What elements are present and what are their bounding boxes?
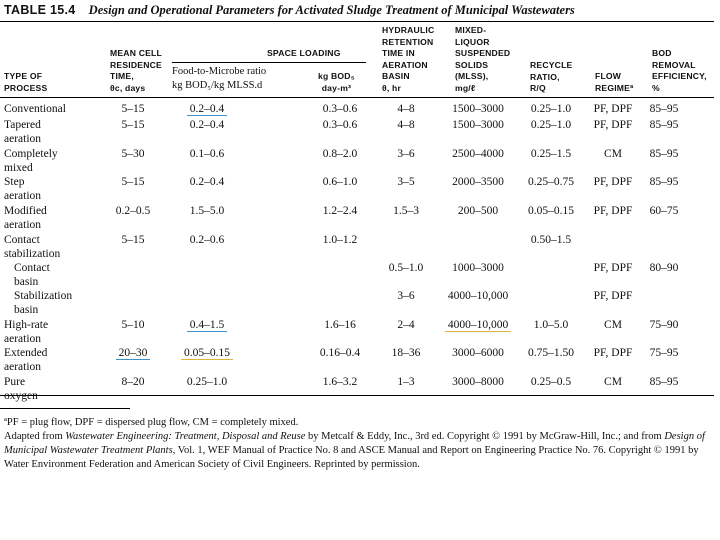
cell-flow: PF, DPF <box>593 290 633 302</box>
table-title <box>4 3 716 18</box>
cell-fm: 0.2–0.4 <box>189 176 225 188</box>
cell-mlss: 3000–8000 <box>452 376 504 388</box>
cell-bod: 85–95 <box>649 148 679 160</box>
row-label: High-rate aeration <box>4 319 49 345</box>
cell-mlss: 1000–3000 <box>452 262 504 274</box>
cell-mcrt: 5–15 <box>121 234 145 246</box>
header-flow-regime: FLOW REGIMEª <box>595 71 634 93</box>
cell-mlss: 200–500 <box>457 205 499 217</box>
cell-fm: 0.1–0.6 <box>189 148 225 160</box>
footnote-rule <box>0 408 130 409</box>
fm-ratio-annotation <box>172 65 266 93</box>
cell-fm: 1.5–5.0 <box>189 205 225 217</box>
highlight-underline <box>187 115 228 116</box>
cell-recycle: 0.05–0.15 <box>528 205 574 217</box>
header-hrt: HYDRAULIC RETENTION TIME IN AERATION BASIN θ, hr <box>382 25 435 93</box>
cell-flow: PF, DPF <box>593 205 633 217</box>
cell-mcrt: 5–15 <box>121 103 145 115</box>
footnote-abbreviations: ªPF = plug flow, DPF = dispersed plug flow, CM = completely mixed. <box>4 417 299 428</box>
row-label: Contact basin <box>14 262 50 288</box>
cell-flow: CM <box>604 319 622 331</box>
cell-flow: CM <box>604 148 622 160</box>
cell-hrt: 0.5–1.0 <box>388 262 424 274</box>
cell-fm: 0.2–0.6 <box>189 234 225 246</box>
row-label: Conventional <box>4 103 66 115</box>
cell-mcrt: 8–20 <box>121 376 145 388</box>
cell-vol: 0.8–2.0 <box>322 148 358 160</box>
cell-bod: 80–90 <box>649 262 679 274</box>
cell-vol: 1.2–2.4 <box>322 205 358 217</box>
cell-hrt: 2–4 <box>397 319 415 331</box>
cell-mlss: 2500–4000 <box>452 148 504 160</box>
row-label: Pure oxygen <box>4 376 38 402</box>
header-bod-removal: BOD REMOVAL EFFICIENCY, % <box>652 48 707 93</box>
cell-bod: 85–95 <box>649 176 679 188</box>
header-recycle: RECYCLE RATIO, R/Q <box>530 60 573 93</box>
cell-flow: PF, DPF <box>593 119 633 131</box>
header-mlss: MIXED- LIQUOR SUSPENDED SOLIDS (MLSS), mg/ℓ <box>455 25 511 93</box>
cell-hrt: 3–6 <box>397 290 415 302</box>
header-volumetric: kg BOD₅ day-m³ <box>318 71 355 93</box>
cell-flow: PF, DPF <box>593 103 633 115</box>
cell-mcrt: 20–30 <box>118 347 148 359</box>
cell-vol: 1.6–3.2 <box>322 376 358 388</box>
top-rule <box>0 21 714 22</box>
cell-flow: PF, DPF <box>593 176 633 188</box>
row-label: Modified aeration <box>4 205 47 231</box>
space-loading-rule <box>172 62 366 63</box>
highlight-underline <box>181 359 233 360</box>
cell-recycle: 0.25–1.0 <box>530 119 572 131</box>
cell-bod: 85–95 <box>649 119 679 131</box>
cell-mlss: 4000–10,000 <box>447 290 509 302</box>
header-mcrt: MEAN CELL RESIDENCE TIME, θc, days <box>110 48 162 93</box>
cell-hrt: 1.5–3 <box>393 205 419 217</box>
cell-fm: 0.05–0.15 <box>184 347 230 359</box>
cell-vol: 1.0–1.2 <box>322 234 358 246</box>
cell-bod: 85–95 <box>649 376 679 388</box>
cell-mcrt: 0.2–0.5 <box>115 205 151 217</box>
cell-vol: 0.3–0.6 <box>322 119 358 131</box>
cell-fm: 0.4–1.5 <box>189 319 225 331</box>
cell-hrt: 3–6 <box>397 148 415 160</box>
cell-hrt: 1–3 <box>397 376 415 388</box>
cell-vol: 0.16–0.4 <box>319 347 361 359</box>
header-space-loading: SPACE LOADING <box>267 48 341 58</box>
cell-mlss: 1500–3000 <box>452 119 504 131</box>
cell-mlss: 3000–6000 <box>452 347 504 359</box>
row-label: Step aeration <box>4 176 42 202</box>
highlight-underline <box>116 359 151 360</box>
cell-bod: 75–95 <box>649 347 679 359</box>
cell-flow: PF, DPF <box>593 347 633 359</box>
cell-mcrt: 5–10 <box>121 319 145 331</box>
cell-recycle: 0.25–0.75 <box>528 176 574 188</box>
cell-fm: 0.2–0.4 <box>189 119 225 131</box>
cell-mcrt: 5–30 <box>121 148 145 160</box>
cell-fm: 0.25–1.0 <box>186 376 228 388</box>
header-rule <box>0 97 714 98</box>
cell-mlss: 4000–10,000 <box>447 319 509 331</box>
cell-mlss: 1500–3000 <box>452 103 504 115</box>
cell-vol: 1.6–16 <box>324 319 356 331</box>
cell-recycle: 0.25–1.0 <box>530 103 572 115</box>
header-process: TYPE OF PROCESS <box>4 71 48 93</box>
cell-vol: 0.6–1.0 <box>322 176 358 188</box>
cell-recycle: 0.25–0.5 <box>530 376 572 388</box>
cell-bod: 75–90 <box>649 319 679 331</box>
cell-mlss: 2000–3500 <box>452 176 504 188</box>
cell-hrt: 18–36 <box>391 347 421 359</box>
cell-vol: 0.3–0.6 <box>322 103 358 115</box>
cell-fm: 0.2–0.4 <box>189 103 225 115</box>
footnote-source: Adapted from Wastewater Engineering: Treatment, Disposal and Reuse by Metcalf & Eddy, Inc., 3rd ed. Copyright © 1991 by McGraw-Hill, Inc.; and from Design of Municipal Wastewater Treatment Plants, Vol. 1, WEF Manual of Practice No. 8 and ASCE Manual and Report on Engineering Practice No. 76. Copyright © 1991 by Water Environment Federation and American Society of Civil Engineers. Reprinted by permission. <box>4 431 705 470</box>
cell-bod: 85–95 <box>649 103 679 115</box>
cell-bod: 60–75 <box>649 205 679 217</box>
table-number: TABLE 15.4 <box>4 3 76 17</box>
row-label: Completely mixed <box>4 148 58 174</box>
table-caption: Design and Operational Parameters for Activated Sludge Treatment of Municipal Wastewaters <box>88 3 575 17</box>
cell-mcrt: 5–15 <box>121 176 145 188</box>
cell-flow: CM <box>604 376 622 388</box>
fm-annotation-line1: Food-to-Microbe ratio <box>172 66 267 77</box>
bottom-rule <box>0 395 714 396</box>
highlight-underline <box>445 331 511 332</box>
cell-hrt: 4–8 <box>397 103 415 115</box>
cell-mcrt: 5–15 <box>121 119 145 131</box>
cell-recycle: 1.0–5.0 <box>533 319 569 331</box>
footnotes <box>4 416 716 472</box>
row-label: Extended aeration <box>4 347 48 373</box>
cell-hrt: 3–5 <box>397 176 415 188</box>
row-label: Contact stabilization <box>4 234 61 260</box>
row-label: Tapered aeration <box>4 119 42 145</box>
row-label: Stabilization basin <box>14 290 73 316</box>
cell-recycle: 0.25–1.5 <box>530 148 572 160</box>
fm-annotation-line2: kg BOD₅/kg MLSS.d <box>172 80 263 91</box>
cell-recycle: 0.75–1.50 <box>528 347 574 359</box>
highlight-underline <box>187 331 228 332</box>
cell-flow: PF, DPF <box>593 262 633 274</box>
cell-hrt: 4–8 <box>397 119 415 131</box>
cell-recycle: 0.50–1.5 <box>530 234 572 246</box>
